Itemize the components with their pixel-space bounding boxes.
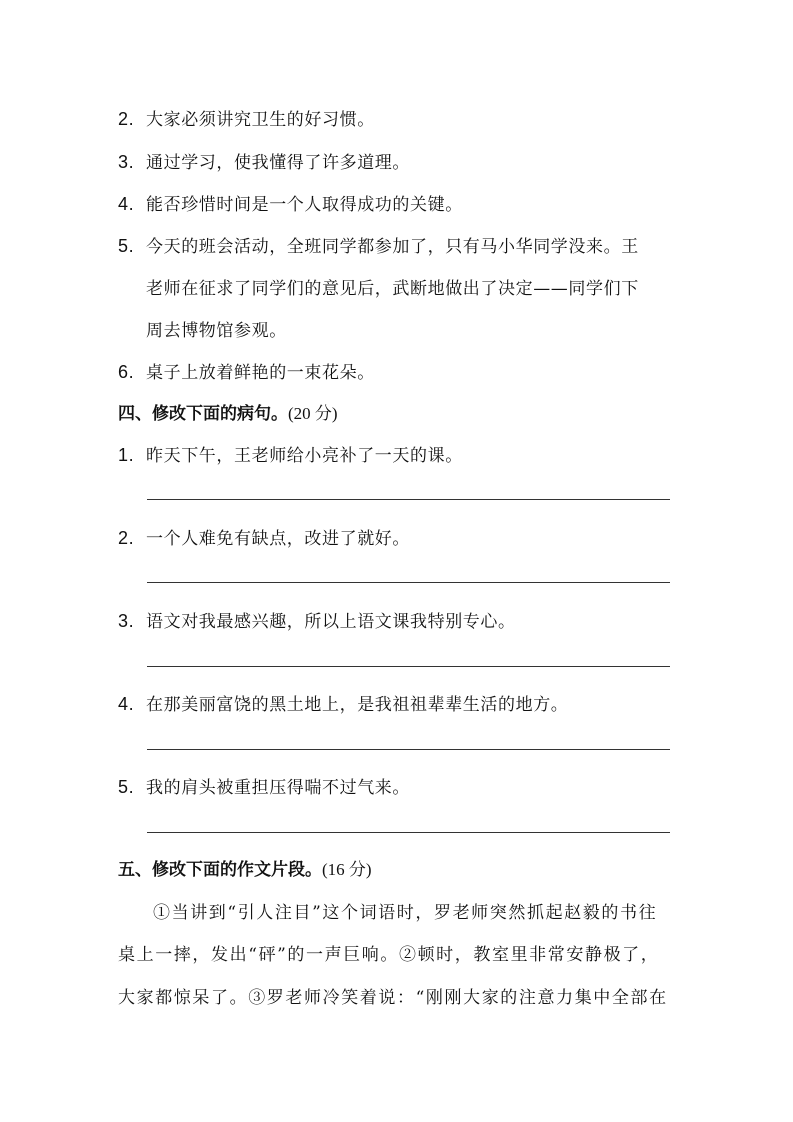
list-item [118, 358, 375, 383]
item-text: 一个人难免有缺点，改进了就好。 [146, 529, 410, 549]
answer-line[interactable] [147, 582, 670, 583]
list-item [118, 232, 639, 257]
list-item [118, 524, 410, 549]
section-heading [118, 399, 338, 424]
item-number: 5. [118, 777, 135, 797]
answer-line[interactable] [147, 749, 670, 750]
list-item [118, 148, 410, 173]
list-item [118, 105, 375, 130]
item-text: 语文对我最感兴趣，所以上语文课我特别专心。 [146, 612, 516, 632]
section-heading [118, 855, 372, 880]
item-text: 通过学习，使我懂得了许多道理。 [146, 153, 410, 173]
item-text: 桌子上放着鲜艳的一束花朵。 [146, 363, 375, 383]
answer-line[interactable] [147, 832, 670, 833]
item-number: 2. [118, 109, 135, 129]
item-text: 在那美丽富饶的黑土地上，是我祖祖辈辈生活的地方。 [146, 695, 569, 715]
answer-line[interactable] [147, 499, 670, 500]
section-title: 五、修改下面的作文片段。 [118, 860, 322, 880]
section-score: (16 分) [322, 860, 372, 879]
item-number: 6. [118, 362, 135, 382]
list-item [118, 441, 463, 466]
item-text: 昨天下午，王老师给小亮补了一天的课。 [146, 446, 463, 466]
item-number: 1. [118, 445, 135, 465]
item-number: 5. [118, 236, 135, 256]
list-item [118, 773, 410, 798]
item-number: 2. [118, 528, 135, 548]
item-text: 今天的班会活动，全班同学都参加了，只有马小华同学没来。王 [146, 237, 639, 257]
passage-line: 桌上一摔，发出“砰”的一声巨响。②顿时，教室里非常安静极了， [118, 945, 660, 965]
section-score: (20 分) [288, 404, 338, 423]
list-item [118, 690, 568, 715]
section-title: 四、修改下面的病句。 [118, 404, 288, 424]
item-text: 我的肩头被重担压得喘不过气来。 [146, 778, 410, 798]
item-text: 能否珍惜时间是一个人取得成功的关键。 [146, 195, 463, 215]
list-item [118, 607, 516, 632]
item-number: 4. [118, 694, 135, 714]
item-text-continued: 老师在征求了同学们的意见后，武断地做出了决定——同学们下 [146, 279, 639, 299]
item-text: 大家必须讲究卫生的好习惯。 [146, 110, 375, 130]
item-number: 4. [118, 194, 135, 214]
passage-line: ①当讲到“引人注目”这个词语时，罗老师突然抓起赵毅的书往 [153, 903, 658, 923]
list-item [118, 190, 463, 215]
item-number: 3. [118, 152, 135, 172]
item-text-continued: 周去博物馆参观。 [146, 321, 287, 341]
answer-line[interactable] [147, 666, 670, 667]
item-number: 3. [118, 611, 135, 631]
passage-line: 大家都惊呆了。③罗老师冷笑着说：“刚刚大家的注意力集中全部在 [118, 988, 668, 1008]
